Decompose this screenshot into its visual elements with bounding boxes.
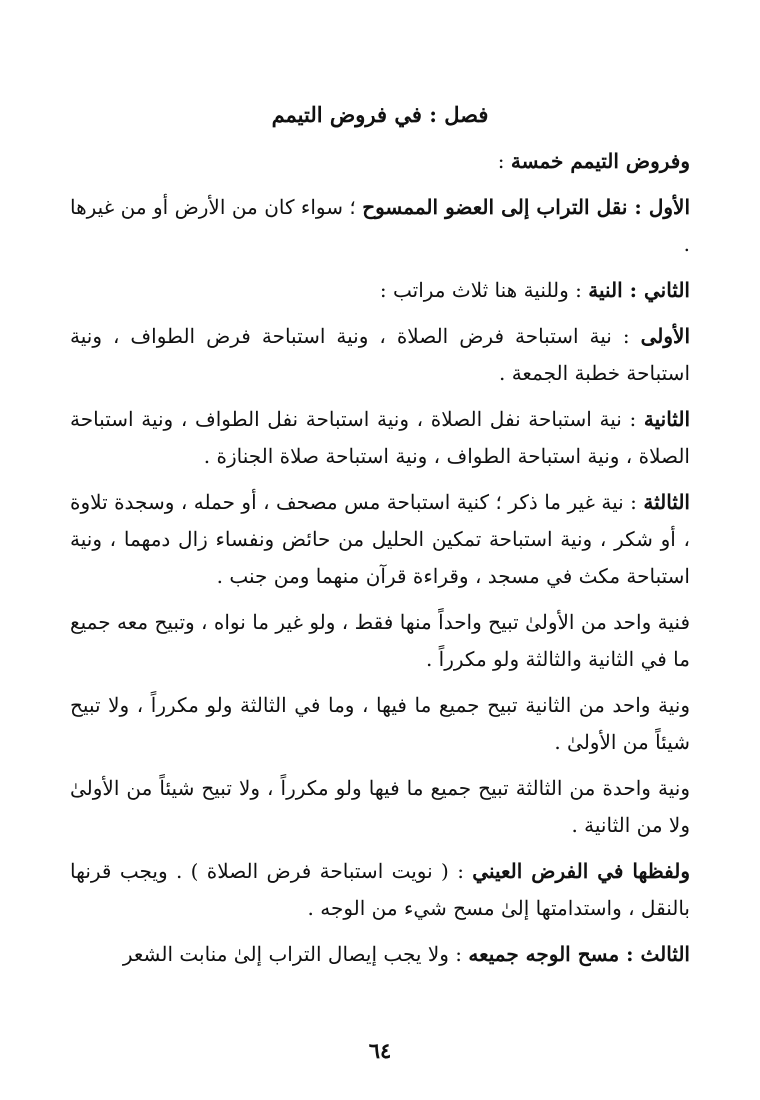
paragraph-lead: الثالثة: [643, 490, 690, 514]
paragraph-text: : نية استباحة نفل الصلاة ، ونية استباحة نفل الطواف ، ونية استباحة الصلاة ، ونية استباحة الطواف ، ونية استباحة صلاة الجنازة .: [70, 407, 690, 468]
paragraph-11: [70, 936, 690, 973]
paragraph-8: [70, 687, 690, 761]
page-number: ٦٤: [368, 1038, 392, 1063]
paragraph-7: [70, 604, 690, 678]
paragraph-lead: الثاني : النية: [588, 278, 690, 302]
paragraph-text: ونية واحد من الثانية تبيح جميع ما فيها ، وما في الثالثة ولو مكرراً ، ولا تبيح شيئاً من الأولىٰ .: [70, 693, 690, 754]
paragraph-text: ونية واحدة من الثالثة تبيح جميع ما فيها ولو مكرراً ، ولا تبيح شيئاً من الأولىٰ ولا من الثانية .: [70, 776, 690, 837]
paragraph-1: [70, 143, 690, 180]
paragraph-lead: الأول : نقل التراب إلى العضو الممسوح: [362, 195, 690, 219]
paragraph-9: [70, 770, 690, 844]
paragraph-lead: الثانية: [643, 407, 690, 431]
paragraph-2: [70, 189, 690, 263]
paragraph-5: [70, 401, 690, 475]
paragraph-3: [70, 272, 690, 309]
paragraph-text: :: [497, 149, 511, 173]
paragraph-4: [70, 318, 690, 392]
paragraph-text: : ولا يجب إيصال التراب إلىٰ منابت الشعر: [122, 942, 469, 966]
paragraph-text: فنية واحد من الأولىٰ تبيح واحداً منها فقط ، ولو غير ما نواه ، وتبيح معه جميع ما في الثانية والثالثة ولو مكرراً .: [70, 610, 690, 671]
section-heading: فصل : في فروض التيمم: [271, 102, 489, 127]
paragraph-lead: الأولى: [640, 324, 690, 348]
paragraph-text: : وللنية هنا ثلاث مراتب :: [379, 278, 589, 302]
paragraph-lead: ولفظها في الفرض العيني: [472, 859, 691, 883]
paragraph-text: : ( نويت استباحة فرض الصلاة ) . ويجب قرنها بالنقل ، واستدامتها إلىٰ مسح شيء من الوجه .: [70, 859, 690, 920]
paragraph-lead: الثالث : مسح الوجه جميعه: [468, 942, 690, 966]
paragraph-lead: وفروض التيمم خمسة: [510, 149, 690, 173]
paragraph-text: ؛ سواء كان من الأرض أو من غيرها .: [70, 195, 690, 256]
paragraph-6: [70, 484, 690, 595]
paragraph-text: : نية غير ما ذكر ؛ كنية استباحة مس مصحف ، أو حمله ، وسجدة تلاوة ، أو شكر ، ونية استباحة تمكين الحليل من حائض ونفساء زال دمهما ، ونية استباحة مكث في مسجد ، وقراءة قرآن منهما ومن جنب .: [70, 490, 690, 588]
paragraph-10: [70, 853, 690, 927]
paragraph-text: : نية استباحة فرض الصلاة ، ونية استباحة فرض الطواف ، ونية استباحة خطبة الجمعة .: [70, 324, 690, 385]
